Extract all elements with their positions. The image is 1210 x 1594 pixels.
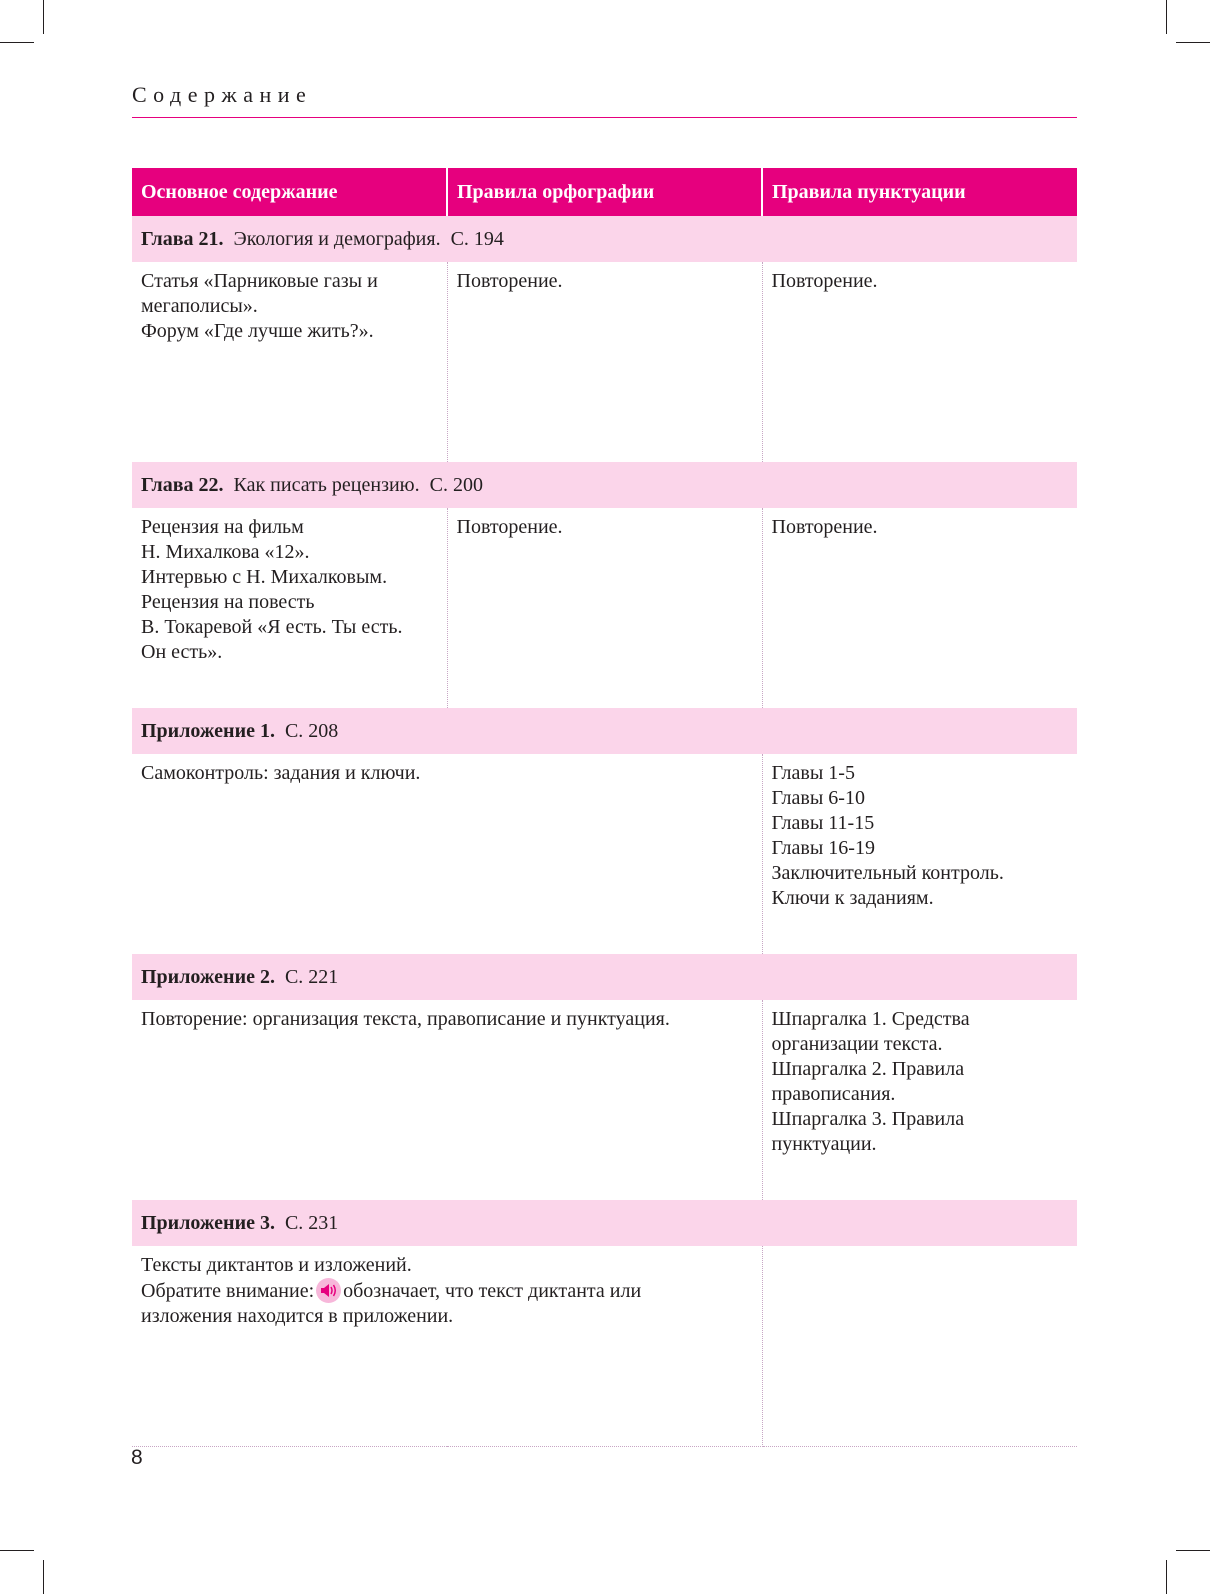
table-row — [132, 262, 1077, 462]
header-main-content: Основное содержание — [132, 168, 447, 216]
header-punctuation-rules: Правила пунктуации — [762, 168, 1077, 216]
section-row-appendix-1 — [132, 708, 1077, 754]
crop-mark — [43, 1560, 44, 1594]
contents-table — [132, 168, 1077, 1447]
crop-mark — [43, 0, 44, 34]
crop-mark — [0, 1550, 34, 1551]
main-content-cell — [132, 508, 447, 708]
section-label: Глава 22. — [141, 473, 224, 496]
header-rule — [132, 117, 1077, 118]
list-item: Повторение. — [771, 270, 878, 292]
list-item: Шпаргалка 2. Правила — [771, 1058, 965, 1080]
table-row — [132, 754, 1077, 954]
list-item: пунктуации. — [771, 1133, 877, 1155]
table-row — [132, 508, 1077, 708]
punctuation-cell — [762, 1246, 1077, 1447]
section-heading — [132, 1200, 1077, 1246]
section-heading — [132, 216, 1077, 262]
page-number: 8 — [131, 1446, 143, 1469]
table-header-row — [132, 168, 1077, 216]
list-item: Шпаргалка 3. Правила — [771, 1108, 965, 1130]
spelling-cell — [447, 262, 762, 462]
section-heading — [132, 708, 1077, 754]
section-row-appendix-3 — [132, 1200, 1077, 1246]
list-item: Статья «Парниковые газы и — [141, 270, 378, 292]
list-item: Ключи к заданиям. — [771, 887, 934, 909]
section-title: Экология и демография. — [233, 227, 441, 250]
punctuation-cell — [762, 262, 1077, 462]
list-item: Главы 6-10 — [771, 787, 865, 809]
list-item: Заключительный контроль. — [771, 862, 1004, 884]
section-page: С. 194 — [450, 227, 504, 250]
main-content-cell — [132, 262, 447, 462]
list-item: Главы 11-15 — [771, 812, 875, 834]
running-head: Содержание — [132, 82, 313, 107]
section-page: С. 231 — [284, 1211, 339, 1234]
note-suffix: обозначает, что текст диктанта или — [343, 1280, 642, 1302]
section-label: Глава 21. — [141, 227, 224, 250]
list-item: Главы 16-19 — [771, 837, 875, 859]
list-item: Главы 1-5 — [771, 762, 855, 784]
list-item: Самоконтроль: задания и ключи. — [141, 762, 421, 784]
list-item: Н. Михалкова «12». — [141, 541, 310, 563]
list-item — [141, 1278, 753, 1304]
section-label: Приложение 3. — [141, 1211, 275, 1234]
list-item: Повторение. — [771, 516, 878, 538]
section-heading — [132, 462, 1077, 508]
list-item: изложения находится в приложении. — [141, 1305, 454, 1327]
note-prefix: Обратите внимание: — [141, 1280, 315, 1302]
crop-mark — [1176, 42, 1210, 43]
section-label: Приложение 1. — [141, 719, 275, 742]
crop-mark — [0, 42, 34, 43]
punctuation-cell — [762, 1000, 1077, 1200]
list-item: мегаполисы». — [141, 295, 258, 317]
section-row-chapter-22 — [132, 462, 1077, 508]
list-item: Тексты диктантов и изложений. — [141, 1254, 412, 1276]
table-row — [132, 1000, 1077, 1200]
table-row — [132, 1246, 1077, 1447]
list-item: Форум «Где лучше жить?». — [141, 320, 374, 342]
list-item: Рецензия на фильм — [141, 516, 304, 538]
list-item: Повторение. — [456, 516, 563, 538]
main-content-cell — [132, 1000, 762, 1200]
spelling-cell — [447, 508, 762, 708]
list-item: Шпаргалка 1. Средства — [771, 1008, 970, 1030]
list-item: Интервью с Н. Михалковым. — [141, 566, 388, 588]
crop-mark — [1166, 1560, 1167, 1594]
punctuation-cell — [762, 754, 1077, 954]
header-spelling-rules: Правила орфографии — [447, 168, 762, 216]
crop-mark — [1166, 0, 1167, 34]
speaker-icon — [316, 1278, 341, 1303]
crop-mark — [1176, 1550, 1210, 1551]
section-title: Как писать рецензию. — [233, 473, 420, 496]
section-page: С. 208 — [284, 719, 339, 742]
list-item: В. Токаревой «Я есть. Ты есть. — [141, 616, 403, 638]
section-page: С. 200 — [429, 473, 483, 496]
section-heading — [132, 954, 1077, 1000]
section-row-appendix-2 — [132, 954, 1077, 1000]
section-page: С. 221 — [284, 965, 339, 988]
list-item: правописания. — [771, 1083, 896, 1105]
list-item: Он есть». — [141, 641, 223, 663]
list-item: Рецензия на повесть — [141, 591, 315, 613]
section-label: Приложение 2. — [141, 965, 275, 988]
punctuation-cell — [762, 508, 1077, 708]
list-item: Повторение: организация текста, правописание и пунктуация. — [141, 1008, 670, 1030]
main-content-cell — [132, 1246, 762, 1447]
list-item: Повторение. — [456, 270, 563, 292]
main-content-cell — [132, 754, 762, 954]
section-row-chapter-21 — [132, 216, 1077, 262]
list-item: организации текста. — [771, 1033, 943, 1055]
